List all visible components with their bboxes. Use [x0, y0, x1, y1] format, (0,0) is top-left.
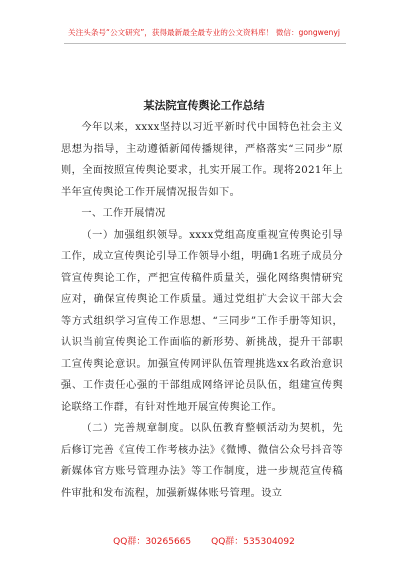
document-title: 某法院宣传舆论工作总结 — [143, 99, 265, 112]
footer-qq-group-1: QQ群：30265665 — [113, 537, 192, 547]
intro-paragraph: 今年以来，xxxx坚持以习近平新时代中国特色社会主义思想为指导，主动遵循新闻传播规律，严格落实“三同步”原则，全面按照宣传舆论要求，扎实开展工作。现将2021年上半年宣传舆论工作开展情况报告如下。 — [61, 122, 343, 198]
document-body — [61, 117, 343, 504]
footer-qq-group-2: QQ群：535304092 — [211, 537, 295, 547]
header-note: 关注头条号“公文研究”，获得最新最全最专业的公文资料库！ 微信：gongwenyj — [68, 28, 340, 37]
footer-contact — [0, 534, 408, 547]
section-heading: 一、工作开展情况 — [81, 208, 166, 219]
header-divider — [64, 43, 346, 44]
body-paragraph-regulations: （二）完善规章制度。以队伍教育整顿活动为契机，先后修订完善《宣传工作考核办法》《微博、微信公众号抖音等新媒体官方账号管理办法》等工作制度，进一步规范宣传稿件审批和发布流程，加强新媒体账号管理。设立 — [61, 423, 343, 499]
body-paragraph-organization: （一）加强组织领导。xxxx党组高度重视宣传舆论引导工作，成立宣传舆论引导工作领导小组，明确1名班子成员分管宣传舆论工作，严把宣传稿件质量关，强化网络舆情研究应对，确保宣传舆论工作质量。通过党组扩大会议干部大会等方式组织学习宣传工作思想、“三同步”工作手册等知识，认识当前宣传舆论工作面临的新形势、新挑战，提升干部职工宣传舆论意识。加强宣传网评队伍管理挑选xx名政治意识强、工作责任心强的干部组成网络评论员队伍，组建宣传舆论联络工作群，有针对性地开展宣传舆论工作。 — [61, 229, 343, 413]
